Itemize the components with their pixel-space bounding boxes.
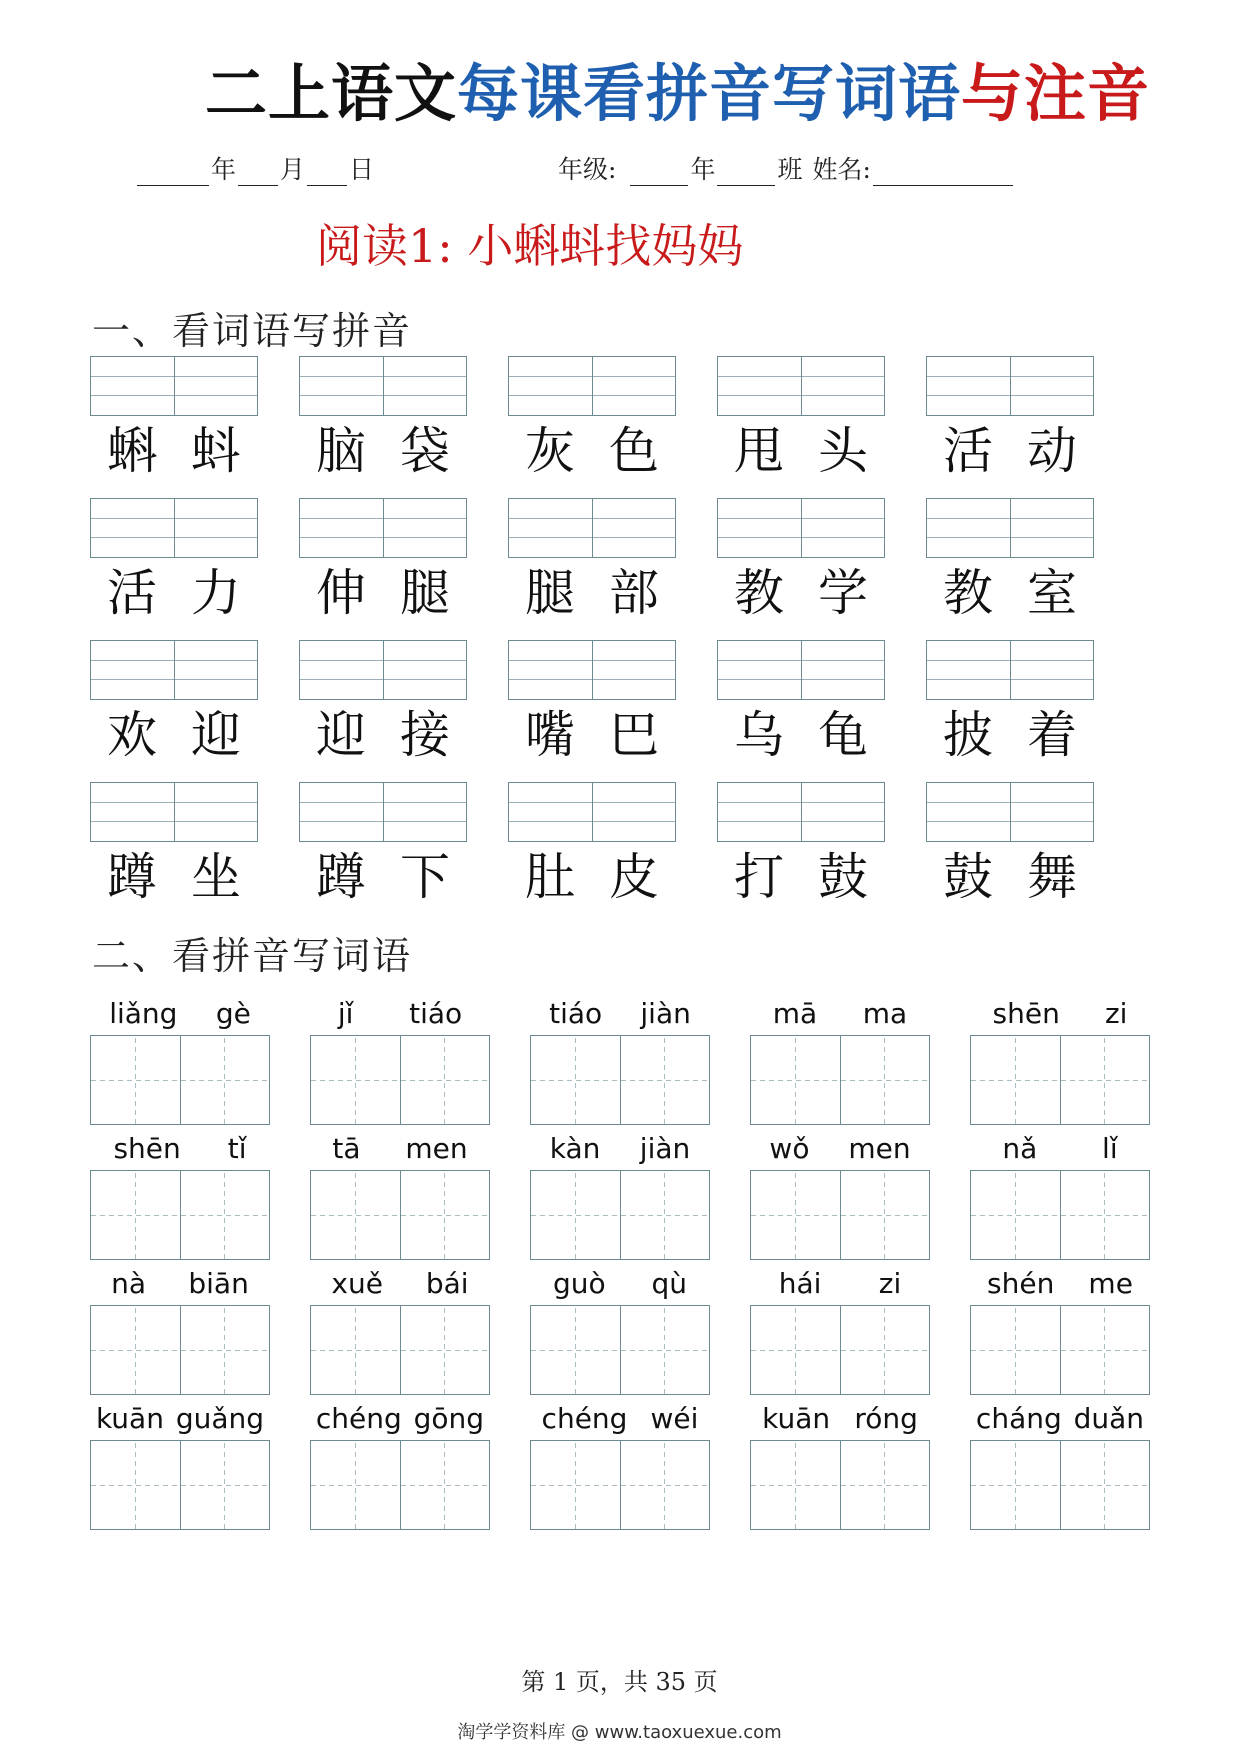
pinyin-label bbox=[90, 980, 270, 1030]
pinyin-syllable: gōng bbox=[413, 1402, 485, 1435]
word-character: 迎 bbox=[191, 706, 241, 764]
character-writing-cell[interactable] bbox=[400, 1036, 490, 1124]
word-characters bbox=[508, 560, 676, 626]
word-character: 蹲 bbox=[107, 848, 157, 906]
class-label: 班 bbox=[777, 155, 803, 184]
word-character: 室 bbox=[1027, 564, 1077, 622]
character-writing-cell[interactable] bbox=[531, 1171, 620, 1259]
word-characters bbox=[299, 560, 467, 626]
pinyin-writing-box[interactable] bbox=[508, 782, 676, 842]
word-character: 蚪 bbox=[191, 422, 241, 480]
part1-item bbox=[717, 356, 926, 498]
character-writing-cell[interactable] bbox=[400, 1441, 490, 1529]
pinyin-syllable: shén bbox=[987, 1267, 1055, 1300]
part2-item bbox=[90, 1250, 310, 1385]
character-writing-cell[interactable] bbox=[180, 1036, 270, 1124]
part2-item bbox=[970, 1115, 1190, 1250]
part2-item bbox=[310, 1250, 530, 1385]
title-part-suffix: 与注音 bbox=[961, 57, 1151, 130]
title-part-grade: 二上语文 bbox=[205, 57, 458, 130]
character-writing-cell[interactable] bbox=[620, 1441, 710, 1529]
pinyin-syllable: kuān bbox=[95, 1402, 164, 1435]
word-character: 龟 bbox=[818, 706, 868, 764]
part2-item bbox=[970, 1250, 1190, 1385]
part2-item bbox=[530, 980, 750, 1115]
character-writing-box[interactable] bbox=[970, 1170, 1150, 1260]
part1-row bbox=[90, 640, 1120, 782]
part1-item bbox=[299, 640, 508, 782]
character-writing-box[interactable] bbox=[530, 1035, 710, 1125]
part1-item bbox=[926, 498, 1135, 640]
word-character: 甩 bbox=[734, 422, 784, 480]
word-character: 着 bbox=[1027, 706, 1077, 764]
lesson-title: 阅读1: 小蝌蚪找妈妈 bbox=[316, 219, 744, 273]
character-writing-cell[interactable] bbox=[1060, 1036, 1150, 1124]
pinyin-writing-box[interactable] bbox=[90, 640, 258, 700]
word-character: 活 bbox=[107, 564, 157, 622]
word-character: 脑 bbox=[316, 422, 366, 480]
part1-item bbox=[926, 356, 1135, 498]
character-writing-box[interactable] bbox=[310, 1305, 490, 1395]
pinyin-syllable: jǐ bbox=[337, 997, 354, 1030]
pinyin-writing-box[interactable] bbox=[299, 356, 467, 416]
part1-item bbox=[299, 782, 508, 924]
pinyin-writing-cell[interactable] bbox=[801, 499, 885, 557]
character-writing-box[interactable] bbox=[310, 1035, 490, 1125]
pinyin-syllable: liǎng bbox=[109, 997, 178, 1030]
pinyin-syllable: kàn bbox=[549, 1132, 601, 1165]
pinyin-writing-box[interactable] bbox=[299, 782, 467, 842]
month-blank[interactable] bbox=[238, 163, 278, 186]
word-character: 腿 bbox=[400, 564, 450, 622]
part2-row bbox=[90, 980, 1150, 1115]
word-character: 舞 bbox=[1027, 848, 1077, 906]
word-character: 乌 bbox=[734, 706, 784, 764]
pinyin-writing-cell[interactable] bbox=[801, 641, 885, 699]
pinyin-writing-cell[interactable] bbox=[592, 357, 676, 415]
pinyin-syllable: wéi bbox=[650, 1402, 699, 1435]
part1-item bbox=[90, 782, 299, 924]
word-characters bbox=[926, 418, 1094, 484]
pinyin-writing-cell[interactable] bbox=[91, 499, 174, 557]
character-writing-cell[interactable] bbox=[400, 1306, 490, 1394]
class-blank[interactable] bbox=[717, 163, 775, 186]
word-character: 教 bbox=[943, 564, 993, 622]
character-writing-cell[interactable] bbox=[180, 1441, 270, 1529]
character-writing-cell[interactable] bbox=[311, 1171, 400, 1259]
part2-item bbox=[750, 1385, 970, 1520]
part2-item bbox=[970, 1385, 1190, 1520]
character-writing-cell[interactable] bbox=[1060, 1441, 1150, 1529]
grade-blank[interactable] bbox=[630, 163, 688, 186]
character-writing-cell[interactable] bbox=[180, 1306, 270, 1394]
part2-item bbox=[750, 980, 970, 1115]
character-writing-cell[interactable] bbox=[751, 1171, 840, 1259]
part2-row bbox=[90, 1385, 1150, 1520]
character-writing-box[interactable] bbox=[750, 1170, 930, 1260]
part1-item bbox=[299, 498, 508, 640]
character-writing-cell[interactable] bbox=[311, 1306, 400, 1394]
word-characters bbox=[926, 844, 1094, 910]
word-character: 接 bbox=[400, 706, 450, 764]
pinyin-writing-cell[interactable] bbox=[509, 499, 592, 557]
character-writing-cell[interactable] bbox=[531, 1441, 620, 1529]
pinyin-writing-cell[interactable] bbox=[927, 499, 1010, 557]
word-character: 蝌 bbox=[107, 422, 157, 480]
character-writing-box[interactable] bbox=[310, 1440, 490, 1530]
part2-item bbox=[530, 1115, 750, 1250]
word-characters bbox=[299, 418, 467, 484]
pinyin-writing-box[interactable] bbox=[90, 782, 258, 842]
pinyin-syllable: mā bbox=[772, 997, 818, 1030]
word-character: 灰 bbox=[525, 422, 575, 480]
word-character: 嘴 bbox=[525, 706, 575, 764]
character-writing-cell[interactable] bbox=[91, 1171, 180, 1259]
word-character: 头 bbox=[818, 422, 868, 480]
part1-row bbox=[90, 782, 1120, 924]
pinyin-writing-cell[interactable] bbox=[383, 357, 467, 415]
character-writing-cell[interactable] bbox=[971, 1171, 1060, 1259]
character-writing-box[interactable] bbox=[90, 1440, 270, 1530]
name-blank[interactable] bbox=[873, 163, 1013, 186]
character-writing-cell[interactable] bbox=[400, 1171, 490, 1259]
character-writing-box[interactable] bbox=[750, 1440, 930, 1530]
character-writing-box[interactable] bbox=[310, 1170, 490, 1260]
pinyin-syllable: biān bbox=[188, 1267, 249, 1300]
pinyin-syllable: wǒ bbox=[769, 1132, 810, 1165]
pinyin-writing-cell[interactable] bbox=[1010, 357, 1094, 415]
date-line bbox=[135, 150, 374, 186]
character-writing-box[interactable] bbox=[90, 1035, 270, 1125]
word-character: 欢 bbox=[107, 706, 157, 764]
character-writing-box[interactable] bbox=[530, 1440, 710, 1530]
month-label: 月 bbox=[280, 155, 306, 184]
pinyin-writing-cell[interactable] bbox=[927, 783, 1010, 841]
word-character: 皮 bbox=[609, 848, 659, 906]
part2-item bbox=[310, 980, 530, 1115]
part2-title: 二、看拼音写词语 bbox=[92, 934, 413, 978]
pinyin-writing-cell[interactable] bbox=[174, 357, 258, 415]
pinyin-syllable: chéng bbox=[541, 1402, 628, 1435]
pinyin-writing-box[interactable] bbox=[926, 640, 1094, 700]
pinyin-writing-cell[interactable] bbox=[1010, 783, 1094, 841]
pinyin-syllable: ma bbox=[862, 997, 908, 1030]
word-character: 鼓 bbox=[818, 848, 868, 906]
pinyin-writing-box[interactable] bbox=[90, 498, 258, 558]
pinyin-label bbox=[530, 980, 710, 1030]
pinyin-writing-box[interactable] bbox=[717, 782, 885, 842]
title-part-main: 每课看拼音写词语 bbox=[457, 57, 962, 130]
character-writing-cell[interactable] bbox=[1060, 1171, 1150, 1259]
pinyin-syllable: duǎn bbox=[1073, 1402, 1145, 1435]
day-label: 日 bbox=[349, 155, 375, 184]
word-characters bbox=[508, 702, 676, 768]
part1-item bbox=[717, 782, 926, 924]
word-character: 肚 bbox=[525, 848, 575, 906]
part2-item bbox=[750, 1115, 970, 1250]
word-characters bbox=[926, 560, 1094, 626]
character-writing-box[interactable] bbox=[90, 1305, 270, 1395]
part1-item bbox=[90, 356, 299, 498]
year-blank[interactable] bbox=[137, 163, 209, 186]
pinyin-writing-cell[interactable] bbox=[718, 499, 801, 557]
name-label: 姓名: bbox=[812, 155, 871, 184]
part1-item bbox=[90, 640, 299, 782]
pinyin-writing-cell[interactable] bbox=[509, 783, 592, 841]
pinyin-syllable: jiàn bbox=[640, 997, 691, 1030]
pinyin-syllable: xuě bbox=[331, 1267, 383, 1300]
part1-item bbox=[508, 498, 717, 640]
part2-item bbox=[750, 1250, 970, 1385]
pinyin-syllable: bái bbox=[425, 1267, 469, 1300]
pinyin-syllable: nǎ bbox=[1002, 1132, 1038, 1165]
word-characters bbox=[508, 418, 676, 484]
pinyin-writing-cell[interactable] bbox=[174, 641, 258, 699]
pinyin-syllable: zi bbox=[878, 1267, 902, 1300]
pinyin-writing-box[interactable] bbox=[299, 640, 467, 700]
page-title bbox=[205, 44, 1215, 134]
part1-grid bbox=[90, 356, 1120, 924]
word-characters bbox=[508, 844, 676, 910]
word-character: 打 bbox=[734, 848, 784, 906]
pinyin-writing-cell[interactable] bbox=[718, 357, 801, 415]
word-character: 色 bbox=[609, 422, 659, 480]
part2-item bbox=[90, 1115, 310, 1250]
word-character: 坐 bbox=[191, 848, 241, 906]
word-character: 伸 bbox=[316, 564, 366, 622]
word-character: 教 bbox=[734, 564, 784, 622]
part1-title: 一、看词语写拼音 bbox=[92, 309, 413, 353]
pinyin-syllable: tā bbox=[332, 1132, 361, 1165]
part1-item bbox=[926, 782, 1135, 924]
part2-row bbox=[90, 1250, 1150, 1385]
word-characters bbox=[90, 418, 258, 484]
day-blank[interactable] bbox=[307, 163, 347, 186]
character-writing-cell[interactable] bbox=[840, 1171, 930, 1259]
pinyin-writing-cell[interactable] bbox=[383, 641, 467, 699]
pinyin-syllable: cháng bbox=[975, 1402, 1062, 1435]
part1-item bbox=[717, 640, 926, 782]
word-character: 部 bbox=[609, 564, 659, 622]
character-writing-box[interactable] bbox=[750, 1305, 930, 1395]
character-writing-cell[interactable] bbox=[751, 1036, 840, 1124]
character-writing-cell[interactable] bbox=[751, 1306, 840, 1394]
pinyin-writing-cell[interactable] bbox=[1010, 499, 1094, 557]
part2-grid bbox=[90, 980, 1150, 1520]
pinyin-writing-cell[interactable] bbox=[927, 641, 1010, 699]
character-writing-cell[interactable] bbox=[531, 1036, 620, 1124]
part1-row bbox=[90, 498, 1120, 640]
pinyin-writing-cell[interactable] bbox=[927, 357, 1010, 415]
pinyin-syllable: qù bbox=[651, 1267, 688, 1300]
word-character: 披 bbox=[943, 706, 993, 764]
word-characters bbox=[90, 844, 258, 910]
character-writing-cell[interactable] bbox=[840, 1036, 930, 1124]
pinyin-syllable: gè bbox=[215, 997, 251, 1030]
pinyin-writing-cell[interactable] bbox=[718, 783, 801, 841]
character-writing-cell[interactable] bbox=[1060, 1306, 1150, 1394]
pinyin-writing-cell[interactable] bbox=[509, 641, 592, 699]
part1-item bbox=[508, 640, 717, 782]
character-writing-cell[interactable] bbox=[531, 1306, 620, 1394]
word-character: 袋 bbox=[400, 422, 450, 480]
character-writing-cell[interactable] bbox=[971, 1441, 1060, 1529]
pinyin-writing-cell[interactable] bbox=[174, 499, 258, 557]
pinyin-syllable: shēn bbox=[113, 1132, 181, 1165]
pinyin-writing-box[interactable] bbox=[508, 640, 676, 700]
character-writing-cell[interactable] bbox=[840, 1441, 930, 1529]
word-characters bbox=[299, 844, 467, 910]
pinyin-syllable: tiáo bbox=[409, 997, 463, 1030]
pinyin-writing-cell[interactable] bbox=[383, 499, 467, 557]
pinyin-label bbox=[970, 980, 1150, 1030]
character-writing-box[interactable] bbox=[970, 1440, 1150, 1530]
pinyin-writing-box[interactable] bbox=[717, 356, 885, 416]
pinyin-syllable: men bbox=[848, 1132, 911, 1165]
word-characters bbox=[717, 560, 885, 626]
pinyin-writing-cell[interactable] bbox=[801, 357, 885, 415]
pinyin-writing-cell[interactable] bbox=[801, 783, 885, 841]
pinyin-label bbox=[310, 980, 490, 1030]
student-info-line bbox=[558, 150, 1015, 186]
year-label: 年 bbox=[211, 155, 237, 184]
word-character: 蹲 bbox=[316, 848, 366, 906]
pinyin-writing-cell[interactable] bbox=[300, 783, 383, 841]
word-character: 迎 bbox=[316, 706, 366, 764]
character-writing-cell[interactable] bbox=[91, 1036, 180, 1124]
character-writing-cell[interactable] bbox=[971, 1306, 1060, 1394]
pinyin-writing-cell[interactable] bbox=[91, 641, 174, 699]
character-writing-box[interactable] bbox=[970, 1305, 1150, 1395]
pinyin-writing-cell[interactable] bbox=[1010, 641, 1094, 699]
character-writing-cell[interactable] bbox=[620, 1036, 710, 1124]
pinyin-syllable: chéng bbox=[315, 1402, 402, 1435]
word-character: 下 bbox=[400, 848, 450, 906]
character-writing-box[interactable] bbox=[90, 1170, 270, 1260]
pinyin-writing-cell[interactable] bbox=[592, 783, 676, 841]
pinyin-writing-cell[interactable] bbox=[718, 641, 801, 699]
pinyin-writing-cell[interactable] bbox=[174, 783, 258, 841]
site-watermark: 淘学学资料库 @ www.taoxuexue.com bbox=[457, 1722, 782, 1743]
part1-item bbox=[508, 782, 717, 924]
character-writing-cell[interactable] bbox=[311, 1441, 400, 1529]
pinyin-syllable: tǐ bbox=[227, 1132, 247, 1165]
pinyin-writing-box[interactable] bbox=[508, 356, 676, 416]
character-writing-box[interactable] bbox=[750, 1035, 930, 1125]
word-character: 腿 bbox=[525, 564, 575, 622]
pinyin-writing-cell[interactable] bbox=[300, 357, 383, 415]
pinyin-syllable: me bbox=[1088, 1267, 1133, 1300]
pinyin-syllable: róng bbox=[854, 1402, 918, 1435]
pinyin-writing-box[interactable] bbox=[299, 498, 467, 558]
pinyin-syllable: hái bbox=[778, 1267, 822, 1300]
word-character: 鼓 bbox=[943, 848, 993, 906]
pinyin-writing-box[interactable] bbox=[926, 498, 1094, 558]
part2-row bbox=[90, 1115, 1150, 1250]
pinyin-writing-cell[interactable] bbox=[300, 499, 383, 557]
word-characters bbox=[299, 702, 467, 768]
character-writing-cell[interactable] bbox=[751, 1441, 840, 1529]
character-writing-cell[interactable] bbox=[91, 1306, 180, 1394]
character-writing-box[interactable] bbox=[530, 1305, 710, 1395]
character-writing-cell[interactable] bbox=[620, 1171, 710, 1259]
pinyin-syllable: zi bbox=[1104, 997, 1128, 1030]
character-writing-cell[interactable] bbox=[840, 1306, 930, 1394]
page-number: 第 1 页，共 35 页 bbox=[521, 1668, 718, 1696]
word-characters bbox=[90, 560, 258, 626]
grade-year-label: 年 bbox=[690, 155, 716, 184]
pinyin-writing-box[interactable] bbox=[90, 356, 258, 416]
word-character: 动 bbox=[1027, 422, 1077, 480]
character-writing-box[interactable] bbox=[530, 1170, 710, 1260]
word-characters bbox=[717, 844, 885, 910]
part1-row bbox=[90, 356, 1120, 498]
pinyin-writing-cell[interactable] bbox=[592, 499, 676, 557]
grade-label: 年级: bbox=[558, 155, 617, 184]
part2-item bbox=[310, 1385, 530, 1520]
part1-item bbox=[926, 640, 1135, 782]
word-characters bbox=[926, 702, 1094, 768]
part2-item bbox=[530, 1250, 750, 1385]
character-writing-cell[interactable] bbox=[971, 1036, 1060, 1124]
pinyin-syllable: men bbox=[405, 1132, 468, 1165]
character-writing-cell[interactable] bbox=[311, 1036, 400, 1124]
pinyin-label bbox=[750, 980, 930, 1030]
pinyin-syllable: lǐ bbox=[1102, 1132, 1118, 1165]
pinyin-syllable: guò bbox=[552, 1267, 606, 1300]
word-character: 巴 bbox=[609, 706, 659, 764]
word-character: 力 bbox=[191, 564, 241, 622]
part2-item bbox=[90, 1385, 310, 1520]
word-characters bbox=[90, 702, 258, 768]
pinyin-writing-box[interactable] bbox=[508, 498, 676, 558]
pinyin-writing-box[interactable] bbox=[717, 498, 885, 558]
word-characters bbox=[717, 702, 885, 768]
pinyin-writing-box[interactable] bbox=[926, 356, 1094, 416]
part2-item bbox=[970, 980, 1190, 1115]
pinyin-writing-cell[interactable] bbox=[91, 783, 174, 841]
pinyin-writing-cell[interactable] bbox=[383, 783, 467, 841]
word-character: 活 bbox=[943, 422, 993, 480]
part1-item bbox=[717, 498, 926, 640]
part1-item bbox=[299, 356, 508, 498]
pinyin-syllable: tiáo bbox=[549, 997, 603, 1030]
part1-item bbox=[90, 498, 299, 640]
character-writing-cell[interactable] bbox=[180, 1171, 270, 1259]
part1-item bbox=[508, 356, 717, 498]
pinyin-writing-box[interactable] bbox=[926, 782, 1094, 842]
pinyin-syllable: jiàn bbox=[639, 1132, 691, 1165]
pinyin-syllable: shēn bbox=[992, 997, 1060, 1030]
pinyin-writing-cell[interactable] bbox=[300, 641, 383, 699]
word-characters bbox=[717, 418, 885, 484]
pinyin-syllable: guǎng bbox=[175, 1402, 265, 1435]
part2-item bbox=[530, 1385, 750, 1520]
pinyin-syllable: kuān bbox=[762, 1402, 831, 1435]
character-writing-box[interactable] bbox=[970, 1035, 1150, 1125]
character-writing-cell[interactable] bbox=[620, 1306, 710, 1394]
pinyin-syllable: nà bbox=[111, 1267, 147, 1300]
character-writing-cell[interactable] bbox=[91, 1441, 180, 1529]
word-character: 学 bbox=[818, 564, 868, 622]
part2-item bbox=[310, 1115, 530, 1250]
part2-item bbox=[90, 980, 310, 1115]
pinyin-writing-box[interactable] bbox=[717, 640, 885, 700]
pinyin-writing-cell[interactable] bbox=[592, 641, 676, 699]
pinyin-writing-cell[interactable] bbox=[509, 357, 592, 415]
pinyin-writing-cell[interactable] bbox=[91, 357, 174, 415]
